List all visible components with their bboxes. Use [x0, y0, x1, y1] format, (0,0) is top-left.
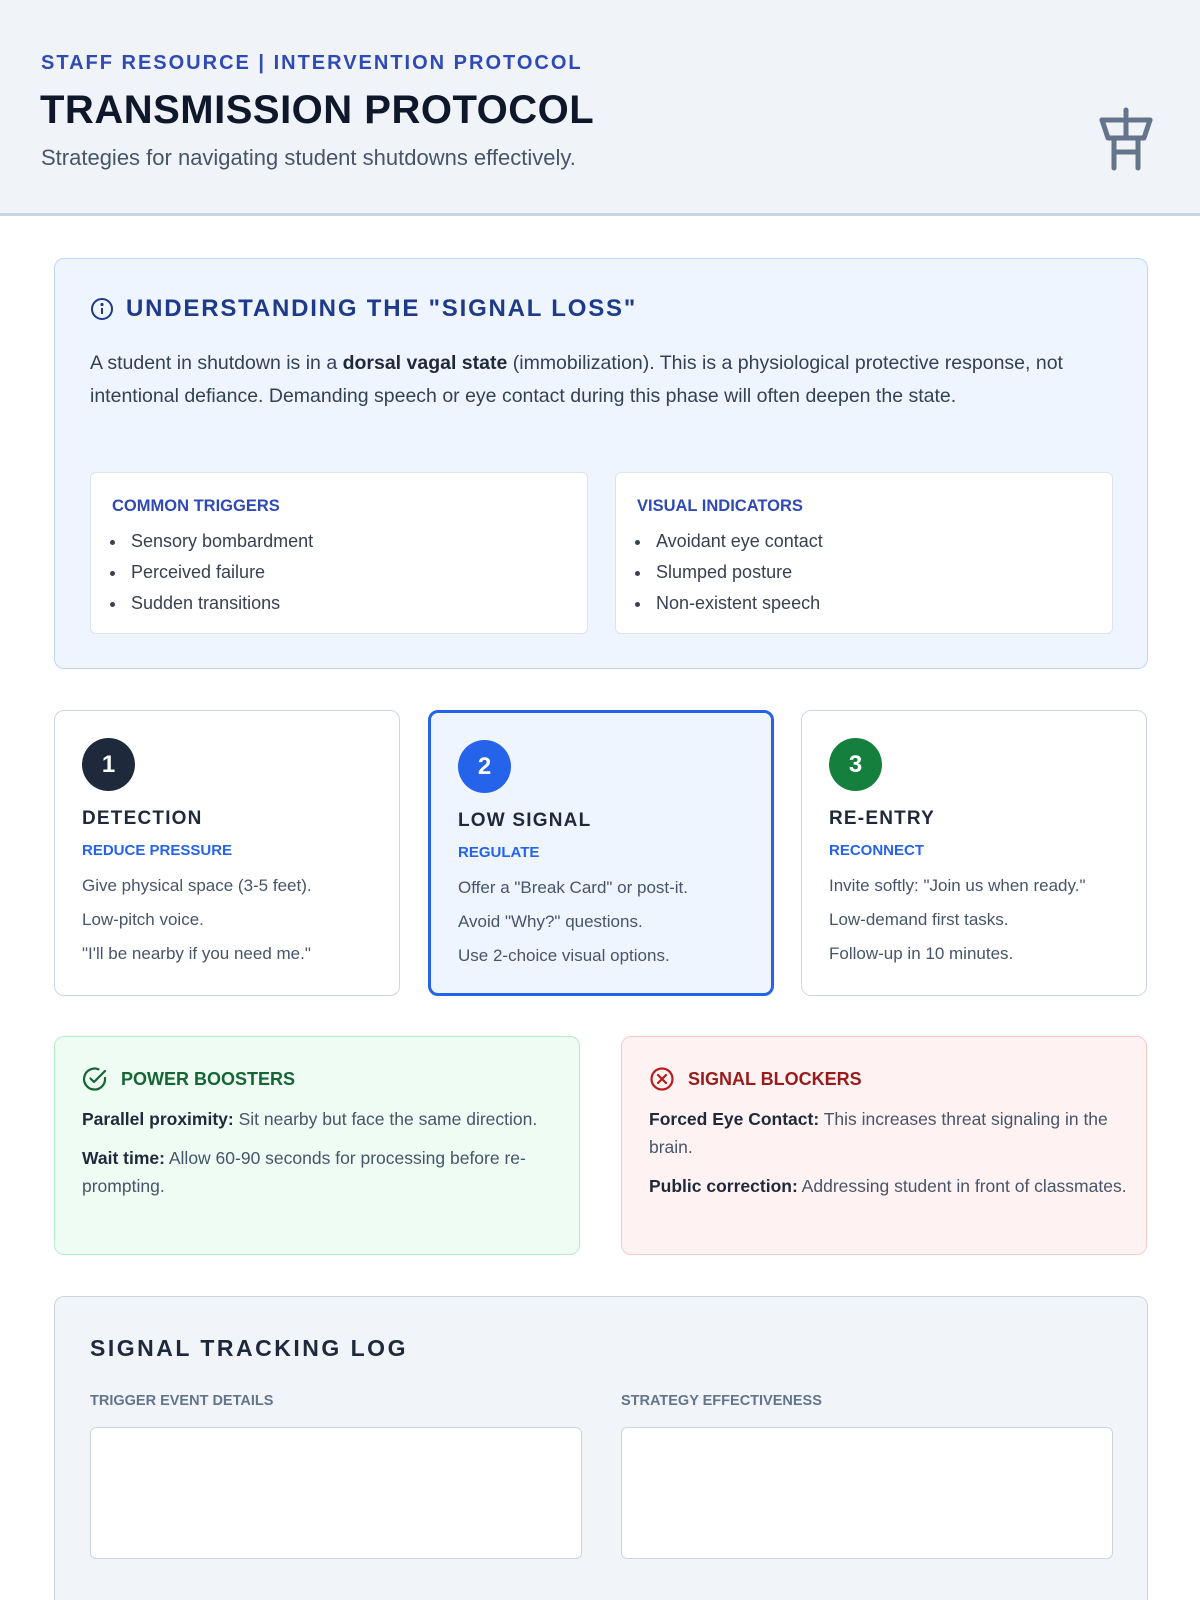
list-item: Sensory bombardment — [131, 527, 313, 558]
check-circle-icon — [82, 1066, 108, 1092]
common-triggers-title: COMMON TRIGGERS — [112, 497, 280, 515]
step-line: Offer a "Break Card" or post-it. — [458, 878, 689, 897]
signal-loss-description: A student in shutdown is in a dorsal vagal state (immobilization). This is a physiological protective response, not intentional defiance. Demanding speech or eye contact during this phase will often deepen the state. — [90, 352, 1063, 407]
power-boosters-card — [54, 1036, 580, 1255]
eyebrow-label: STAFF RESOURCE | INTERVENTION PROTOCOL — [41, 52, 583, 74]
visual-indicators-title: VISUAL INDICATORS — [637, 497, 803, 515]
step-lines — [829, 874, 1086, 976]
signal-tower-icon — [1098, 106, 1154, 172]
list-item: Forced Eye Contact: This increases threat signaling in the brain. — [649, 1109, 1108, 1157]
step-tag: RECONNECT — [829, 842, 925, 859]
list-item: Parallel proximity: Sit nearby but face the same direction. — [82, 1109, 538, 1129]
signal-blockers-list — [649, 1105, 1127, 1211]
step-number-badge: 1 — [82, 738, 135, 791]
step-line: "I'll be nearby if you need me." — [82, 944, 311, 963]
trigger-event-field[interactable] — [90, 1427, 582, 1559]
trigger-event-label: TRIGGER EVENT DETAILS — [90, 1393, 274, 1409]
step-number-badge: 2 — [458, 740, 511, 793]
step-line: Invite softly: "Join us when ready." — [829, 876, 1086, 895]
page-title: TRANSMISSION PROTOCOL — [40, 88, 595, 132]
page-header — [0, 0, 1200, 216]
signal-loss-card — [54, 258, 1148, 669]
step-lines — [458, 876, 688, 978]
step-lines — [82, 874, 312, 976]
emphasis-dorsal-vagal: dorsal vagal state — [342, 352, 508, 374]
power-boosters-title: POWER BOOSTERS — [121, 1068, 296, 1089]
x-circle-icon — [649, 1066, 675, 1092]
signal-blockers-card — [621, 1036, 1147, 1255]
common-triggers-box — [90, 472, 588, 634]
step-card-detection — [54, 710, 400, 996]
step-line: Avoid "Why?" questions. — [458, 912, 643, 931]
strategy-effectiveness-field[interactable] — [621, 1427, 1113, 1559]
signal-blockers-heading — [649, 1066, 862, 1092]
step-line: Low-demand first tasks. — [829, 910, 1009, 929]
power-boosters-heading — [82, 1066, 295, 1092]
step-line: Low-pitch voice. — [82, 910, 204, 929]
step-title: DETECTION — [82, 808, 203, 829]
list-item: Sudden transitions — [131, 589, 313, 620]
step-line: Follow-up in 10 minutes. — [829, 944, 1014, 963]
list-item: Wait time: Allow 60-90 seconds for processing before re-prompting. — [82, 1148, 526, 1196]
list-item: Slumped posture — [656, 558, 823, 589]
signal-loss-title: UNDERSTANDING THE "SIGNAL LOSS" — [126, 295, 638, 322]
visual-indicators-list — [656, 527, 823, 620]
list-item: Non-existent speech — [656, 589, 823, 620]
power-boosters-list — [82, 1105, 560, 1211]
step-title: RE-ENTRY — [829, 808, 936, 829]
step-title: LOW SIGNAL — [458, 810, 592, 831]
common-triggers-list — [131, 527, 313, 620]
step-tag: REGULATE — [458, 844, 540, 861]
step-line: Use 2-choice visual options. — [458, 946, 670, 965]
visual-indicators-box — [615, 472, 1113, 634]
signal-loss-heading — [90, 295, 637, 323]
step-card-re-entry — [801, 710, 1147, 996]
list-item: Public correction: Addressing student in front of classmates. — [649, 1176, 1127, 1196]
strategy-effectiveness-label: STRATEGY EFFECTIVENESS — [621, 1393, 822, 1409]
signal-tracking-log — [54, 1296, 1148, 1600]
info-icon — [90, 297, 114, 321]
log-title: SIGNAL TRACKING LOG — [90, 1335, 408, 1361]
step-line: Give physical space (3-5 feet). — [82, 876, 312, 895]
list-item: Avoidant eye contact — [656, 527, 823, 558]
page-subtitle: Strategies for navigating student shutdowns effectively. — [41, 145, 576, 170]
step-card-low-signal — [428, 710, 774, 996]
step-number-badge: 3 — [829, 738, 882, 791]
step-tag: REDUCE PRESSURE — [82, 842, 233, 859]
list-item: Perceived failure — [131, 558, 313, 589]
signal-blockers-title: SIGNAL BLOCKERS — [688, 1068, 862, 1089]
